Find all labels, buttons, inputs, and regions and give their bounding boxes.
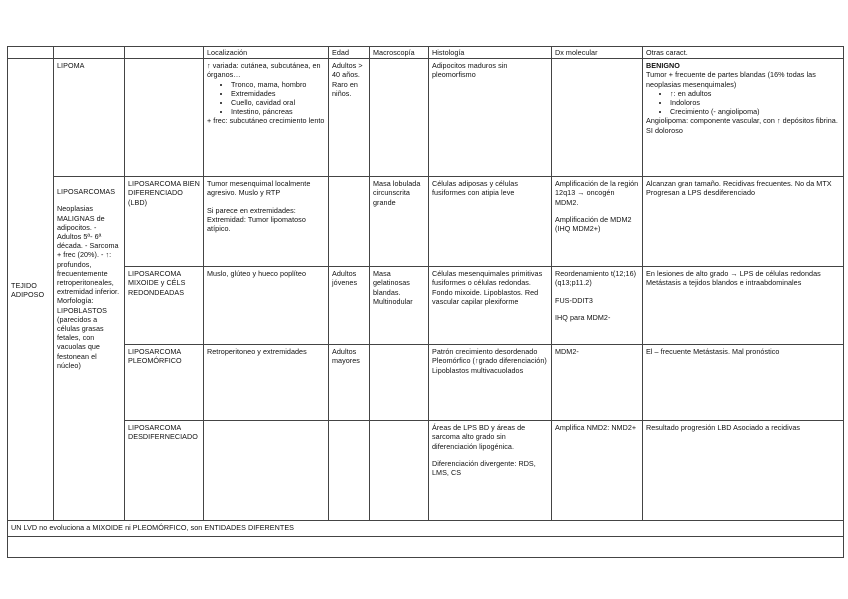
header-cell <box>8 47 54 59</box>
histologia-cell: Patrón crecimiento desordenado Pleomórfico (↑grado diferenciación) Lipoblastos multivacuolados <box>429 345 552 421</box>
list-item: • Extremidades <box>231 89 325 98</box>
histo-text: Diferenciación divergente: RDS, LMS, CS <box>432 458 536 478</box>
dx-text: Amplificación de la región 12q13 → oncogén MDM2. <box>555 179 639 207</box>
macroscopia-cell: Masa gelatinosas blandas. Multinodular <box>370 267 429 345</box>
lipoma-edad: Adultos > 40 años. Raro en niños. <box>329 59 370 177</box>
lipoma-otras <box>643 59 844 177</box>
histologia-cell <box>429 421 552 521</box>
edad-cell: Adultos mayores <box>329 345 370 421</box>
empty-cell <box>125 59 204 177</box>
list-item: • ↑: en adultos <box>670 89 840 98</box>
list-item: • Cuello, cavidad oral <box>231 98 325 107</box>
loc-text: Tumor mesenquimal localmente agresivo. Muslo y RTP <box>207 179 311 198</box>
lipoma-name: LIPOMA <box>57 61 85 71</box>
header-edad: Edad <box>329 47 370 59</box>
lipoma-otras-outro: Angiolipoma: componente vascular, con ↑ depósitos fibrina. SI doloroso <box>646 116 838 135</box>
dx-text: IHQ para MDM2- <box>555 312 611 322</box>
header-histologia: Histología <box>429 47 552 59</box>
localizacion-cell <box>204 177 329 267</box>
lipoma-localizacion <box>204 59 329 177</box>
lipoma-loc-outro: + frec: subcutáneo crecimiento lento <box>207 116 325 126</box>
subtype-name: LIPOSARCOMA PLEOMÓRFICO <box>125 345 204 421</box>
empty-cell <box>370 59 429 177</box>
table-row <box>8 345 844 421</box>
empty-cell <box>552 59 643 177</box>
edad-cell <box>329 421 370 521</box>
list-item: • Intestino, páncreas <box>231 107 325 116</box>
group-label-cell <box>8 59 54 521</box>
dx-text: FUS-DDIT3 <box>555 295 593 305</box>
localizacion-cell: Retroperitoneo y extremidades <box>204 345 329 421</box>
loc-text: Si parece en extremidades: Extremidad: Tumor lipomatoso atípico. <box>207 205 306 234</box>
dx-molecular-cell <box>552 267 643 345</box>
histologia-cell: Células adiposas y células fusiformes con atipia leve <box>429 177 552 267</box>
macroscopia-cell <box>370 421 429 521</box>
macroscopia-cell: Masa lobulada circunscrita grande <box>370 177 429 267</box>
lipoma-otras-intro: Tumor + frecuente de partes blandas (16% todas las neoplasias mesenquimales) <box>646 70 816 89</box>
lipoma-loc-list <box>207 80 325 117</box>
dx-text: Amplificación de MDM2 (IHQ MDM2+) <box>555 214 632 234</box>
subtype-name: LIPOSARCOMA BIEN DIFERENCIADO (LBD) <box>125 177 204 267</box>
lipoma-name-cell <box>54 59 125 177</box>
localizacion-cell: Muslo, glúteo y hueco poplíteo <box>204 267 329 345</box>
blank-row <box>8 537 844 558</box>
group-label: TEJIDO ADIPOSO <box>11 280 45 299</box>
header-dx-molecular: Dx molecular <box>552 47 643 59</box>
localizacion-cell <box>204 421 329 521</box>
histologia-cell: Células mesenquimales primitivas fusiformes o células redondas. Fondo mixoide. Lipoblastos. Red vascular capilar plexiforme <box>429 267 552 345</box>
liposarcomas-description: Neoplasias MALIGNAS de adipocitos. - Adultos 5ª- 6ª década. - Sarcoma + frec (20%). - ↑: profundos, frecuentemente retroperitoneales, extremidad inferior. Morfología: LIPOBLASTOS (parecidos a células grasas fetales, con vacuolas que festonean el núcleo) <box>57 204 120 370</box>
otras-cell: Alcanzan gran tamaño. Recidivas frecuentes. No da MTX Progresan a LPS desdiferenciado <box>643 177 844 267</box>
lipoma-otras-list <box>646 89 840 117</box>
subtype-name: LIPOSARCOMA DESDIFERNECIADO <box>125 421 204 521</box>
list-item: • Tronco, mama, hombro <box>231 80 325 89</box>
histo-text: Áreas de LPS BD y áreas de sarcoma alto grado sin diferenciación lipogénica. <box>432 423 526 451</box>
dx-molecular-cell: MDM2- <box>552 345 643 421</box>
lipoma-histologia: Adipocitos maduros sin pleomorfismo <box>429 59 552 177</box>
list-item: • Indoloros <box>670 98 840 107</box>
header-row <box>8 47 844 59</box>
otras-cell: El – frecuente Metástasis. Mal pronóstico <box>643 345 844 421</box>
table-row-lipoma <box>8 59 844 177</box>
empty-cell <box>8 537 844 558</box>
edad-cell <box>329 177 370 267</box>
tumor-table <box>7 46 844 558</box>
header-localizacion: Localización <box>204 47 329 59</box>
header-cell <box>125 47 204 59</box>
header-otras-caract: Otras caract. <box>643 47 844 59</box>
dx-molecular-cell: Amplifica NMD2: NMD2+ <box>552 421 643 521</box>
lipoma-loc-intro: ↑ variada: cutánea, subcutánea, en órganos… <box>207 61 321 80</box>
dx-text: Reordenamiento t(12;16)(q13;p11.2) <box>555 269 637 288</box>
header-cell <box>54 47 125 59</box>
table-row <box>8 177 844 267</box>
otras-cell: Resultado progresión LBD Asociado a recidivas <box>643 421 844 521</box>
footnote: UN LVD no evoluciona a MIXOIDE ni PLEOMÓRFICO, son ENTIDADES DIFERENTES <box>8 521 844 537</box>
table-row <box>8 421 844 521</box>
edad-cell: Adultos jóvenes <box>329 267 370 345</box>
liposarcomas-cell <box>54 177 125 521</box>
subtype-name: LIPOSARCOMA MIXOIDE y CÉLS REDONDEADAS <box>125 267 204 345</box>
liposarcomas-title: LIPOSARCOMAS <box>57 187 116 197</box>
macroscopia-cell <box>370 345 429 421</box>
list-item: • Crecimiento (- angiolipoma) <box>670 107 840 116</box>
table-row <box>8 267 844 345</box>
header-macroscopia: Macroscopía <box>370 47 429 59</box>
otras-cell: En lesiones de alto grado → LPS de células redondas Metástasis a tejidos blandos e intraabdominales <box>643 267 844 345</box>
footnote-row <box>8 521 844 537</box>
dx-molecular-cell <box>552 177 643 267</box>
lipoma-otras-title: BENIGNO <box>646 61 680 71</box>
